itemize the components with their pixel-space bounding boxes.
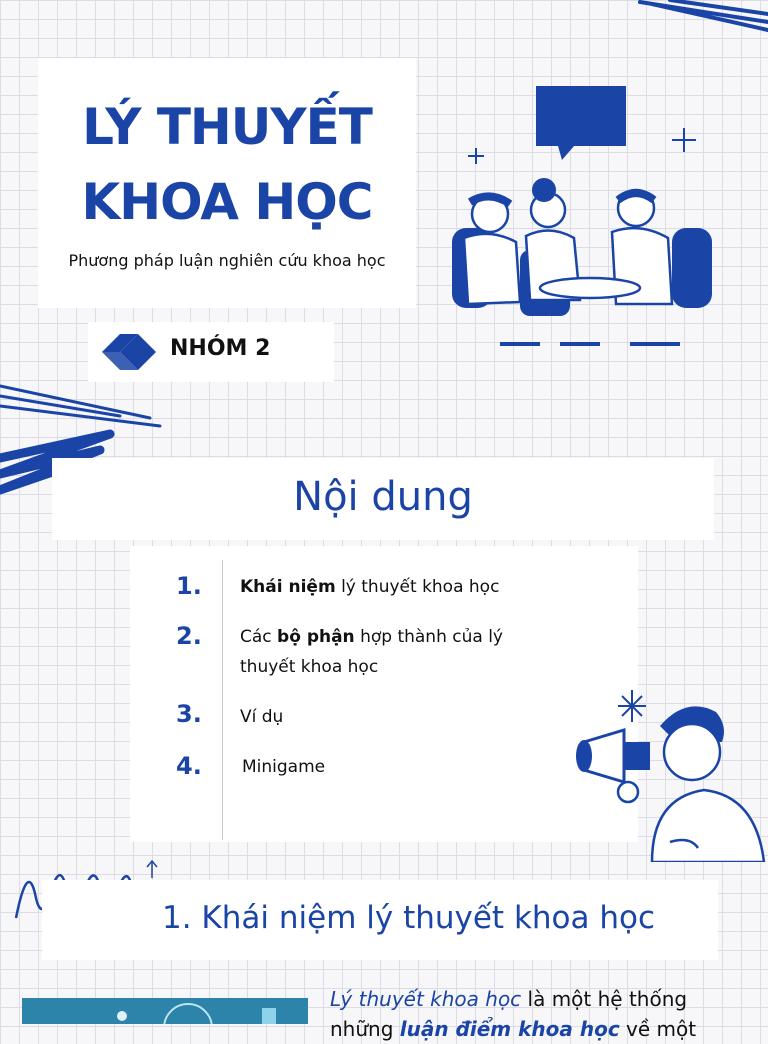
toc-heading-card	[52, 458, 714, 540]
meeting-illustration	[440, 78, 722, 350]
toc-item-2: Các bộ phận hợp thành của lý thuyết khoa học	[240, 627, 503, 677]
title-card	[38, 58, 416, 308]
section-1-intro: Lý thuyết khoa học là một hệ thống những luận điểm khoa học về một	[330, 987, 697, 1041]
section-1-photo	[22, 998, 308, 1024]
speech-bubble-icon	[536, 86, 626, 160]
group-card	[88, 322, 334, 382]
page-title-line1: LÝ THUYẾT	[82, 98, 372, 156]
toc-item-4-number: 4.	[176, 752, 202, 780]
page-subtitle: Phương pháp luận nghiên cứu khoa học	[68, 251, 386, 270]
group-logo-icon	[102, 334, 156, 370]
toc-item-3-number: 3.	[176, 700, 202, 728]
toc-item-1-number: 1.	[176, 572, 202, 600]
section-1-heading-card	[42, 880, 718, 960]
section-1-title: 1. Khái niệm lý thuyết khoa học	[162, 900, 656, 936]
toc-item-4: Minigame	[242, 757, 326, 777]
brush-stroke-top-right	[600, 0, 768, 40]
toc-item-2-number: 2.	[176, 622, 202, 650]
arrow-up-icon	[147, 861, 157, 878]
megaphone-icon	[566, 686, 768, 862]
toc-heading: Nội dung	[293, 474, 473, 520]
toc-item-3: Ví dụ	[240, 707, 284, 727]
toc-divider	[222, 560, 223, 840]
toc-item-1: Khái niệm lý thuyết khoa học	[240, 577, 500, 597]
toc-card	[130, 546, 638, 842]
page-title-line2: KHOA HỌC	[81, 173, 373, 231]
group-label: NHÓM 2	[170, 336, 271, 361]
